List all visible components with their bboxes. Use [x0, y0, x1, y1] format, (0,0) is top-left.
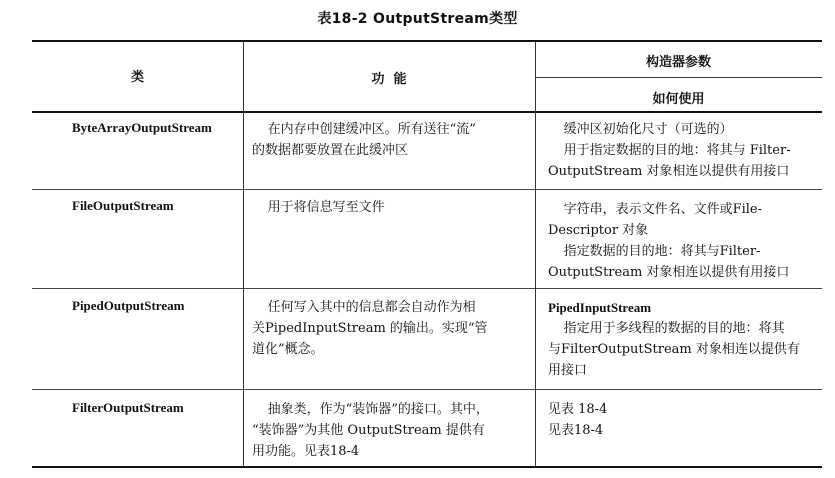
header-function: 功 能: [371, 72, 407, 87]
usage-desc: 缓冲区初始化尺寸（可选的） 用于指定数据的目的地：将其与 Filter- OutputStream 对象相连以提供有用接口: [548, 122, 791, 179]
header-how-to-use: 如何使用: [652, 92, 705, 107]
class-name: ByteArrayOutputStream: [72, 120, 212, 135]
usage-desc: PipedInputStream 指定用于多线程的数据的目的地：将其 与FilterOutputStream 对象相连以提供有 用接口: [548, 300, 800, 378]
row-rule-3: [32, 389, 822, 390]
function-desc: 在内存中创建缓冲区。所有送往“流” 的数据都要放置在此缓冲区: [252, 122, 476, 158]
class-name: FilterOutputStream: [72, 400, 184, 415]
usage-desc: 字符串，表示文件名、文件或File- Descriptor 对象 指定数据的目的地：将其与Filter- OutputStream 对象相连以提供有用接口: [548, 202, 790, 280]
table-title: 表18-2 OutputStream类型: [317, 11, 518, 27]
row-rule-2: [32, 288, 822, 289]
usage-desc: 见表 18-4 见表18-4: [548, 402, 608, 438]
row-rule-1: [32, 189, 822, 190]
bottom-rule: [32, 466, 822, 468]
top-rule: [32, 40, 822, 42]
header-sub-rule: [535, 77, 822, 78]
function-desc: 用于将信息写至文件: [267, 200, 385, 215]
header-class: 类: [130, 70, 144, 85]
class-name: PipedOutputStream: [72, 298, 185, 313]
col-divider-1: [243, 42, 244, 466]
function-desc: 任何写入其中的信息都会自动作为相 关PipedInputStream 的输出。实现“管 道化”概念。: [252, 300, 488, 357]
header-rule: [32, 111, 822, 113]
function-desc: 抽象类，作为“装饰器”的接口。其中， “装饰器”为其他 OutputStream 提供有 用功能。见表18-4: [252, 402, 489, 459]
class-name: FileOutputStream: [72, 198, 174, 213]
header-constructor-args: 构造器参数: [645, 55, 711, 70]
